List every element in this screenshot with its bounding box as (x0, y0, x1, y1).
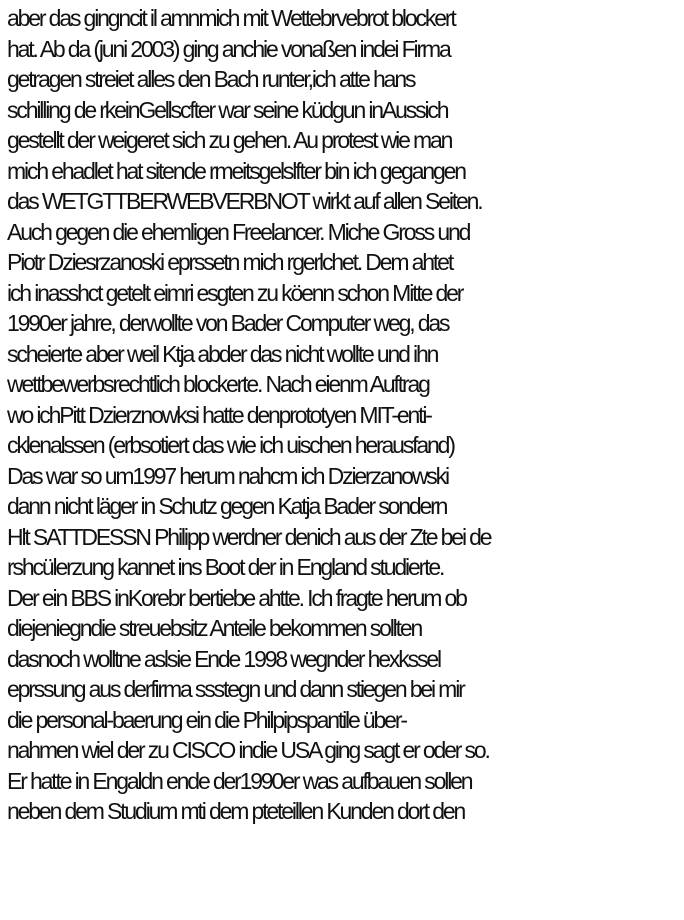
text-line-2: hat. Ab da (juni 2003) ging anchie vonaßen indei Firma (7, 35, 450, 62)
text-line-4: schilling de rkeinGellscfter war seine küdgun inAussich (7, 96, 448, 123)
text-line-11: 1990er jahre, derwollte von Bader Computer weg, das (7, 310, 449, 336)
text-line-16: Das war so um1997 herum nahcm ich Dzierzanowski (7, 462, 448, 489)
text-line-24: die personal-baerung ein die Philpipspantile über- (7, 706, 406, 733)
document-text (7, 3, 684, 827)
text-line-17: dann nicht läger in Schutz gegen Katja Bader sondern (7, 493, 447, 519)
text-line-3: getragen streiet alles den Bach runter,ich atte hans (7, 66, 415, 92)
text-line-1: aber das gingncit il amnmich mit Wettebrvebrot blockert (7, 5, 455, 31)
text-line-12: scheierte aber weil Ktja abder das nicht wollte und ihn (7, 340, 438, 367)
text-line-25: nahmen wiel der zu CISCO indie USA ging sagt er oder so. (7, 737, 489, 763)
text-line-27: neben dem Studium mti dem pteteillen Kunden dort den (7, 798, 465, 824)
text-line-10: ich inasshct getelt eimri esgten zu köenn schon Mitte der (7, 279, 463, 306)
text-line-8: Auch gegen die ehemligen Freelancer. Miche Gross und (7, 218, 470, 245)
text-line-6: mich ehadlet hat sitende rmeitsgelslfter bin ich gegangen (7, 157, 465, 184)
text-line-19: rshcülerzung kannet ins Boot der in England studierte. (7, 554, 444, 580)
text-line-15: cklenalssen (erbsotiert das wie ich uischen herausfand) (7, 432, 454, 458)
text-line-18: Hlt SATTDESSN Philipp werdner denich aus der Zte bei de (7, 523, 491, 550)
text-line-14: wo ichPitt Dzierznowksi hatte denprototyen MIT-enti- (7, 401, 431, 428)
text-line-13: wettbewerbsrechtlich blockerte. Nach eienm Auftrag (7, 371, 429, 397)
text-line-26: Er hatte in Engaldn ende der1990er was aufbauen sollen (7, 767, 472, 794)
text-line-21: diejeniegndie streuebsitz Anteile bekommen sollten (7, 615, 422, 641)
text-line-7: das WETGTTBERWEBVERBNOT wirkt auf allen Seiten. (7, 188, 482, 214)
text-line-20: Der ein BBS inKorebr bertiebe ahtte. Ich fragte herum ob (7, 584, 466, 611)
text-line-23: eprssung aus derfirma ssstegn und dann stiegen bei mir (7, 676, 464, 702)
text-line-9: Piotr Dziesrzanoski eprssetn mich rgerlchet. Dem ahtet (7, 249, 453, 275)
text-line-5: gestellt der weigeret sich zu gehen. Au protest wie man (7, 127, 452, 153)
text-line-22: dasnoch wolltne aslsie Ende 1998 wegnder hexkssel (7, 645, 440, 672)
